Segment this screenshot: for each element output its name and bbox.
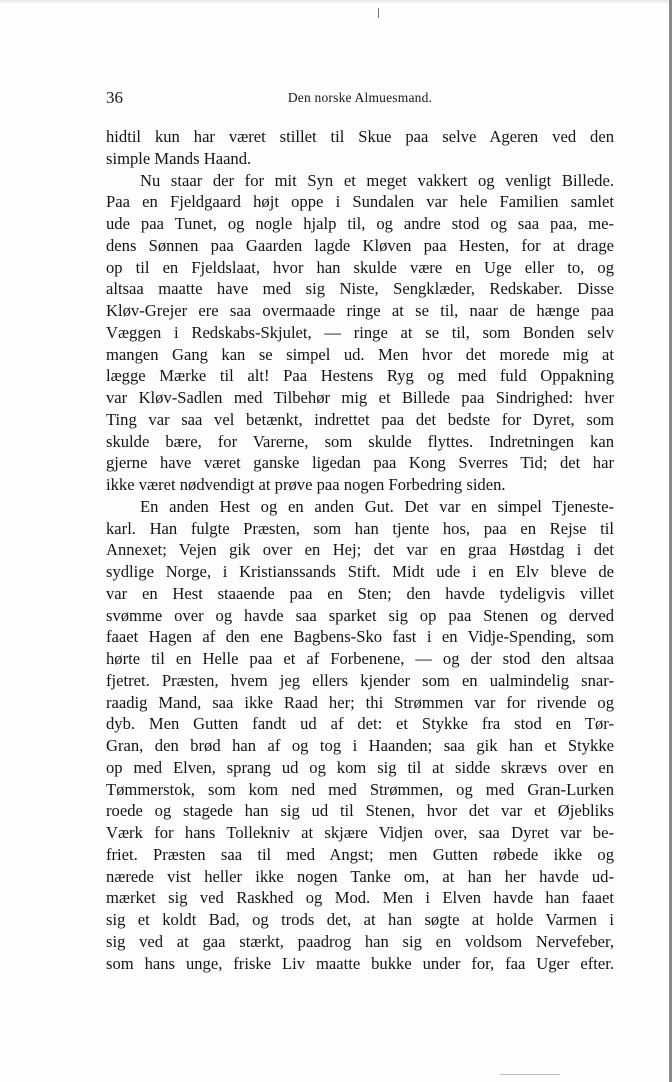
- text-line: lægge Mærke til alt! Paa Hestens Ryg og med fuld Oppakning: [106, 366, 614, 386]
- text-line: nærede vist heller ikke nogen Tanke om, at han her havde ud-: [106, 866, 614, 886]
- text-line: friet. Præsten saa til med Angst; men Gutten røbede ikke og: [106, 844, 614, 864]
- text-line: sig ved at gaa stærkt, paadrog han sig en voldsom Nervefeber,: [106, 931, 614, 951]
- text-line: simple Mands Haand.: [106, 148, 252, 168]
- text-line: op med Elven, sprang ud og kom sig til at sidde skrævs over en: [106, 757, 614, 777]
- text-line: gjerne have været ganske ligedan paa Kong Sverres Tid; det har: [106, 453, 614, 473]
- text-line: Paa en Fjeldgaard højt oppe i Sundalen var hele Familien samlet: [106, 192, 614, 212]
- scan-edge-top: [0, 0, 672, 4]
- text-line: ikke været nødvendigt at prøve paa nogen Forbedring siden.: [106, 475, 506, 494]
- text-line: Tømmerstok, som kom ned med Strømmen, og med Gran-Lurken: [106, 779, 614, 799]
- text-line: Værk for hans Tollekniv at skjære Vidjen over, saa Dyret var be-: [106, 823, 614, 842]
- text-line: fjetret. Præsten, hvem jeg ellers kjender som en ualmindelig snar-: [106, 670, 614, 690]
- text-line: En anden Hest og en anden Gut. Det var en simpel Tjeneste-: [140, 496, 614, 516]
- page-number: 36: [106, 88, 123, 107]
- running-head: [106, 86, 614, 110]
- body-text: [106, 126, 614, 974]
- text-line: sydlige Norge, i Kristianssands Stift. Midt ude i en Elv bleve de: [106, 562, 614, 581]
- text-line: mærket sig ved Raskhed og Mod. Men i Elven havde han faaet: [106, 888, 614, 908]
- text-line: faaet Hagen af den ene Bagbens-Sko fast i en Vidje-Spending, som: [106, 627, 614, 647]
- text-line: som hans unge, friske Liv maatte bukke under for, faa Uger efter.: [106, 953, 614, 973]
- text-line: Nu staar der for mit Syn et meget vakkert og venligt Billede.: [140, 170, 614, 190]
- text-line: sig et koldt Bad, og trods det, at han søgte at holde Varmen i: [106, 910, 614, 929]
- text-line: altsaa maatte have med sig Niste, Sengklæder, Redskaber. Disse: [106, 279, 614, 299]
- scan-mark-bottom: [500, 1074, 560, 1075]
- text-line: hidtil kun har været stillet til Skue paa selve Ageren ved den: [106, 127, 614, 146]
- text-line: var en Hest staaende paa en Sten; den havde tydeligvis villet: [106, 583, 614, 603]
- text-line: dens Sønnen paa Gaarden lagde Kløven paa Hesten, for at drage: [106, 235, 614, 255]
- text-line: Annexet; Vejen gik over en Hej; det var en graa Høstdag i det: [106, 540, 614, 560]
- scan-mark: [378, 8, 379, 18]
- text-line: hørte til en Helle paa et af Forbenene, — og der stod den altsaa: [106, 649, 614, 668]
- text-line: dyb. Men Gutten fandt ud af det: et Stykke fra stod en Tør-: [106, 714, 614, 734]
- text-line: karl. Han fulgte Præsten, som han tjente hos, paa en Rejse til: [106, 518, 614, 538]
- text-line: Ting var saa vel betænkt, indrettet paa det bedste for Dyret, som: [106, 409, 614, 429]
- text-line: svømme over og havde saa sparket sig op paa Stenen og derved: [106, 605, 614, 625]
- text-line: op til en Fjeldslaat, hvor han skulde være en Uge eller to, og: [106, 257, 614, 277]
- text-line: Kløv-Grejer ere saa overmaade ringe at se til, naar de hænge paa: [106, 301, 614, 320]
- text-line: mangen Gang kan se simpel ud. Men hvor det morede mig at: [106, 344, 614, 364]
- text-line: Gran, den brød han af og tog i Haanden; saa gik han et Stykke: [106, 736, 614, 755]
- text-line: roede og stagede han sig ud til Stenen, hvor det var et Øjebliks: [106, 801, 614, 821]
- text-line: Væggen i Redskabs-Skjulet, — ringe at se til, som Bonden selv: [106, 322, 614, 342]
- text-line: skulde bære, for Varerne, som skulde flyttes. Indretningen kan: [106, 431, 614, 451]
- text-line: raadig Mand, saa ikke Raad her; thi Strømmen var for rivende og: [106, 692, 614, 712]
- text-line: var Kløv-Sadlen med Tilbehør mig et Billede paa Sindrighed: hver: [106, 388, 614, 407]
- text-line: ude paa Tunet, og nogle hjalp til, og andre stod og saa paa, me-: [106, 214, 614, 233]
- running-title: Den norske Almuesmand.: [287, 90, 433, 105]
